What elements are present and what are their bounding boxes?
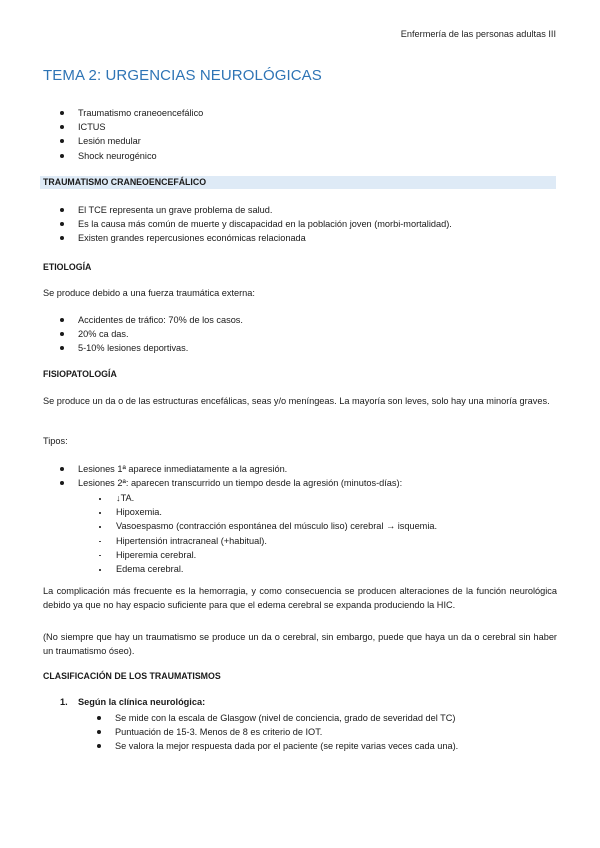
- list-item: Shock neurogénico: [60, 149, 203, 163]
- section-heading-clasificacion: CLASIFICACIÓN DE LOS TRAUMATISMOS: [43, 671, 221, 681]
- list-item: 20% ca das.: [60, 327, 243, 341]
- bullet-icon: [60, 318, 64, 322]
- lesiones-secundarias-list: [95, 491, 437, 576]
- list-item: Edema cerebral.: [95, 562, 437, 576]
- bullet-icon: [60, 236, 64, 240]
- topic-list: [60, 106, 203, 163]
- bullet-icon: [99, 526, 101, 528]
- tce-bullets: [60, 203, 452, 246]
- list-item: Se mide con la escala de Glasgow (nivel de conciencia, grado de severidad del TC): [97, 711, 458, 725]
- bullet-icon: [60, 222, 64, 226]
- list-item: El TCE representa un grave problema de salud.: [60, 203, 452, 217]
- list-item: ↓TA.: [95, 491, 437, 505]
- etiologia-bullets: [60, 313, 243, 356]
- bullet-icon: [60, 332, 64, 336]
- list-item: 5-10% lesiones deportivas.: [60, 341, 243, 355]
- list-item: ICTUS: [60, 120, 203, 134]
- bullet-icon: [60, 481, 64, 485]
- numbered-item: [60, 697, 205, 707]
- list-item: Lesión medular: [60, 134, 203, 148]
- lesiones-bullets: [60, 462, 402, 490]
- list-item: Lesiones 1ª aparece inmediatamente a la agresión.: [60, 462, 402, 476]
- section-heading-fisiopatologia: FISIOPATOLOGÍA: [43, 369, 117, 379]
- bullet-icon: [60, 467, 64, 471]
- list-item: Existen grandes repercusiones económicas relacionada: [60, 231, 452, 245]
- bullet-icon: [99, 512, 101, 514]
- page-title: TEMA 2: URGENCIAS NEUROLÓGICAS: [43, 67, 322, 84]
- etiologia-intro: Se produce debido a una fuerza traumática externa:: [43, 288, 255, 298]
- list-item: Traumatismo craneoencefálico: [60, 106, 203, 120]
- list-item: Lesiones 2ª: aparecen transcurrido un tiempo desde la agresión (minutos-días):: [60, 476, 402, 490]
- bullet-icon: [60, 139, 64, 143]
- glasgow-bullets: [97, 711, 458, 754]
- bullet-icon: [99, 541, 101, 543]
- list-item: Hiperemia cerebral.: [95, 548, 437, 562]
- bullet-icon: [97, 744, 101, 748]
- list-item: Vasoespasmo (contracción espontánea del músculo liso) cerebral → isquemia.: [95, 519, 437, 533]
- bullet-icon: [99, 498, 101, 500]
- nota-paragraph: (No siempre que hay un traumatismo se produce un da o cerebral, sin embargo, puede que haya un da o cerebral sin haber un traumatismo óseo).: [43, 632, 557, 657]
- bullet-icon: [97, 730, 101, 734]
- list-item: Accidentes de tráfico: 70% de los casos.: [60, 313, 243, 327]
- bullet-icon: [60, 154, 64, 158]
- bullet-icon: [60, 346, 64, 350]
- item-title: Según la clínica neurológica:: [78, 697, 206, 707]
- list-item: Se valora la mejor respuesta dada por el paciente (se repite varias veces cada una).: [97, 739, 458, 753]
- bullet-icon: [60, 208, 64, 212]
- tipos-label: Tipos:: [43, 436, 68, 446]
- list-item: Es la causa más común de muerte y discapacidad en la población joven (morbi-mortalidad).: [60, 217, 452, 231]
- list-item: Hipoxemia.: [95, 505, 437, 519]
- section-heading-tce: TRAUMATISMO CRANEOENCEFÁLICO: [40, 176, 556, 189]
- bullet-icon: [99, 555, 101, 557]
- list-item: Puntuación de 15-3. Menos de 8 es criterio de IOT.: [97, 725, 458, 739]
- fisiopatologia-paragraph: Se produce un da o de las estructuras encefálicas, seas y/o meníngeas. La mayoría son leves, solo hay una minoría graves.: [43, 396, 550, 406]
- section-heading-etiologia: ETIOLOGÍA: [43, 262, 92, 272]
- bullet-icon: [60, 125, 64, 129]
- running-header: Enfermería de las personas adultas III: [400, 29, 556, 39]
- complicacion-paragraph: La complicación más frecuente es la hemorragia, y como consecuencia se producen alteraciones de la función neurológica debido ya que no hay espacio suficiente para que el edema cerebral se expanda produciendo la HIC.: [43, 586, 557, 611]
- bullet-icon: [97, 716, 101, 720]
- list-item: Hipertensión intracraneal (+habitual).: [95, 534, 437, 548]
- item-number: 1.: [60, 697, 68, 707]
- bullet-icon: [99, 569, 101, 571]
- bullet-icon: [60, 111, 64, 115]
